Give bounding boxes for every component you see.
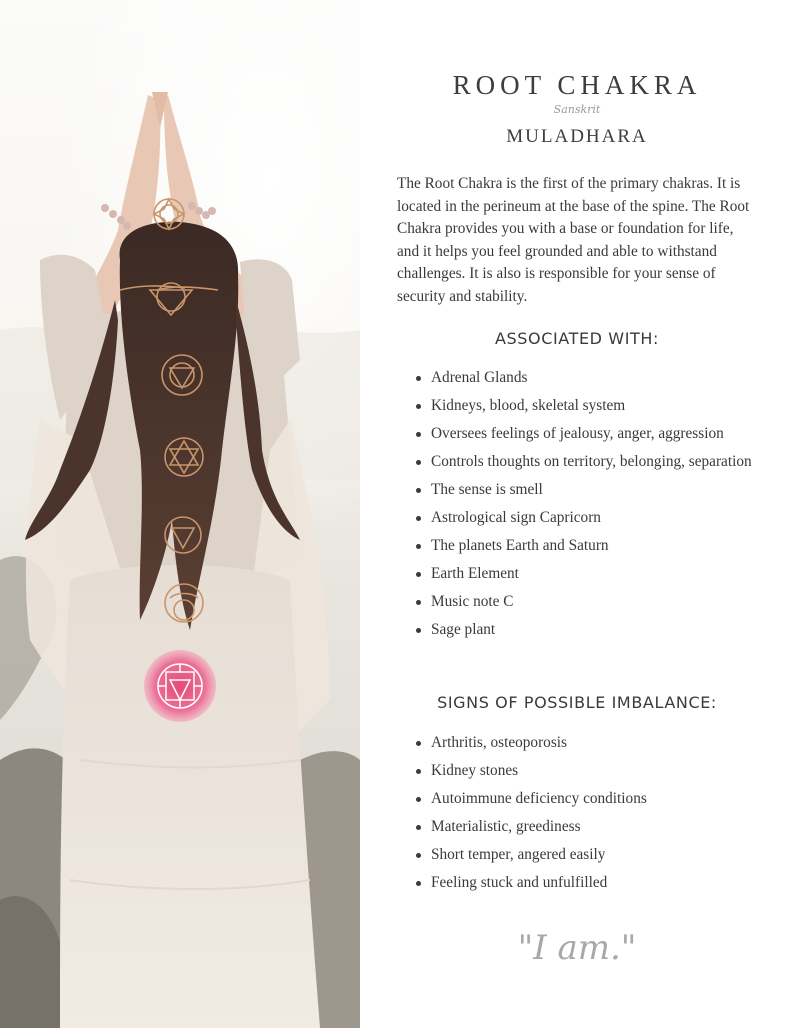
associated-heading: ASSOCIATED WITH:: [494, 329, 660, 348]
list-item: Music note C: [415, 591, 765, 613]
sanskrit-label: Sanskrit: [553, 103, 601, 116]
sanskrit-name: MULADHARA: [506, 126, 648, 147]
list-item: Oversees feelings of jealousy, anger, aggression: [415, 423, 765, 445]
mantra: "I am.": [517, 928, 637, 968]
list-item: The planets Earth and Saturn: [415, 535, 765, 557]
imbalance-list: [415, 732, 765, 900]
list-item: Sage plant: [415, 619, 765, 641]
associated-list: [415, 367, 765, 647]
list-item: Kidneys, blood, skeletal system: [415, 395, 765, 417]
content-column: [360, 0, 794, 1028]
intro-paragraph: The Root Chakra is the first of the primary chakras. It is located in the perineum at the base of the spine. The Root Chakra provides you with a base or foundation for life, and it helps you feel grounded and able to withstand challenges. It is also is responsible for your sense of security and stability.: [397, 175, 750, 305]
root-chakra-icon: [144, 650, 216, 722]
page-title: ROOT CHAKRA: [452, 70, 702, 100]
list-item: Arthritis, osteoporosis: [415, 732, 765, 754]
list-item: Controls thoughts on territory, belonging, separation: [415, 451, 765, 473]
woman-photo: [0, 0, 360, 1028]
list-item: Earth Element: [415, 563, 765, 585]
list-item: Astrological sign Capricorn: [415, 507, 765, 529]
list-item: Adrenal Glands: [415, 367, 765, 389]
list-item: Autoimmune deficiency conditions: [415, 788, 765, 810]
list-item: The sense is smell: [415, 479, 765, 501]
list-item: Materialistic, greediness: [415, 816, 765, 838]
list-item: Short temper, angered easily: [415, 844, 765, 866]
photo-illustration: [0, 0, 360, 1028]
list-item: Feeling stuck and unfulfilled: [415, 872, 765, 894]
list-item: Kidney stones: [415, 760, 765, 782]
imbalance-heading: SIGNS OF POSSIBLE IMBALANCE:: [437, 693, 717, 712]
